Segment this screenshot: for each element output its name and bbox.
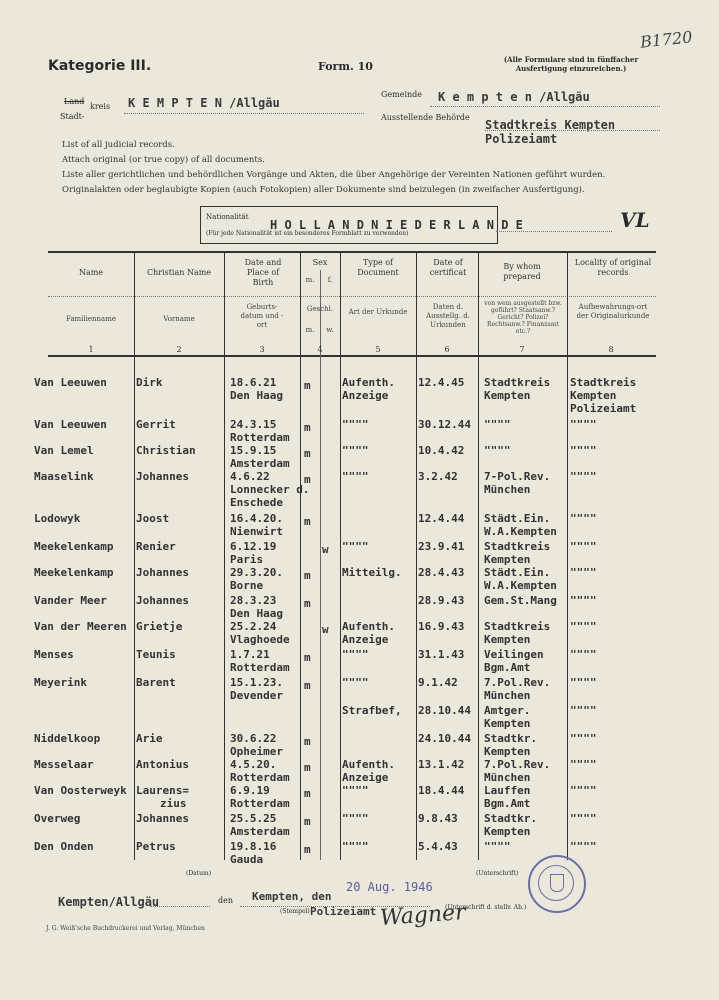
col-num: 8 (608, 345, 614, 354)
table-top-line (48, 251, 656, 253)
cell-loc: """" (570, 676, 597, 689)
cell-vorname: Arie (136, 732, 163, 745)
cell-date: 28.10.44 (418, 704, 471, 717)
cell-by2: München (484, 483, 531, 496)
cell-birth: 16.4.20. (230, 512, 283, 525)
cell-date: 28.9.43 (418, 594, 465, 607)
stempel-label: (Stempel) (280, 908, 310, 915)
header-sep (48, 296, 656, 297)
col-name-de: Familienname (65, 315, 117, 323)
col-num: 7 (519, 345, 525, 354)
cell-type2: Anzeige (342, 633, 389, 646)
cell-place: Opheimer (230, 745, 283, 758)
cell-place: Den Haag (230, 607, 283, 620)
cell-vorname: Johannes (136, 470, 189, 483)
cell-birth: 1.7.21 (230, 648, 270, 661)
cell-birth: 28.3.23 (230, 594, 277, 607)
nationality-sub: (Für jede Nationalität ist ein besonderes Formblatt zu verwenden) (206, 230, 409, 237)
nationality-value: H O L L A N D N I E D E R L A N D E (270, 218, 523, 232)
cell-by: Veilingen (484, 648, 544, 661)
cell-by2: Kempten (484, 389, 531, 402)
cell-date: 9.1.42 (418, 676, 458, 689)
official-seal (528, 855, 586, 913)
cell-name: Van Lemel (34, 444, 94, 457)
col-num: 6 (444, 345, 450, 354)
cell-name: Niddelkoop (34, 732, 101, 745)
cell-date: 13.1.42 (418, 758, 465, 771)
cell-place: Lonnecker d. (230, 483, 310, 496)
seal-shield-icon (550, 874, 564, 892)
col-num: 1 (88, 345, 94, 354)
col-by-en: By whom prepared (503, 262, 541, 281)
cell-loc: """" (570, 418, 597, 431)
cell-place: Rotterdam (230, 661, 290, 674)
cell-by2: Kempten (484, 553, 531, 566)
cell-loc: """" (570, 566, 597, 579)
cell-sex: m (304, 843, 311, 856)
col-date-en: Date of certificat (429, 258, 467, 277)
cell-by2: München (484, 771, 531, 784)
cell-by: """" (484, 418, 511, 431)
cell-name: Overweg (34, 812, 81, 825)
cell-date: 23.9.41 (418, 540, 465, 553)
cell-loc3: Polizeiamt (570, 402, 637, 415)
footer-den: den (218, 896, 234, 905)
col-sex-m2: m. (305, 326, 315, 334)
cell-by: Lauffen (484, 784, 531, 797)
cell-type: Aufenth. (342, 620, 395, 633)
cell-name: Van Leeuwen (34, 418, 107, 431)
cell-place: Nienwirt (230, 525, 283, 538)
col-num: 4 (317, 345, 323, 354)
cell-loc: """" (570, 444, 597, 457)
col-type-en: Type of Document (357, 258, 399, 277)
cell-sex: w (322, 543, 329, 556)
cell-vorname2: zius (160, 797, 187, 810)
col-loc-de: Aufbewahrungs-ort der Originalurkunde (576, 303, 650, 320)
cell-name: Meekelenkamp (34, 540, 114, 553)
col-sex-w: w. (326, 326, 334, 334)
cell-place: Amsterdam (230, 457, 290, 470)
kreis-label: kreis (90, 102, 111, 111)
cell-by: 7.Pol.Rev. (484, 758, 551, 771)
cell-date: 9.8.43 (418, 812, 458, 825)
cell-loc: """" (570, 540, 597, 553)
behoerde-value-1: Stadtkreis Kempten (485, 118, 616, 132)
cell-type: """" (342, 470, 369, 483)
date-label: (Datum) (186, 870, 212, 877)
cell-type2: Anzeige (342, 771, 389, 784)
cell-loc: """" (570, 594, 597, 607)
cell-birth: 4.6.22 (230, 470, 270, 483)
pencil-number: B1720 (639, 27, 694, 52)
instruction-line: Attach original (or true copy) of all documents. (62, 155, 265, 165)
cell-by: Stadtkreis (484, 620, 551, 633)
cell-birth: 29.3.20. (230, 566, 283, 579)
instructions (62, 138, 605, 198)
cell-name: Meyerink (34, 676, 87, 689)
cell-vorname: Laurens= (136, 784, 189, 797)
cell-loc: """" (570, 732, 597, 745)
cell-date: 10.4.42 (418, 444, 465, 457)
table-header-line (48, 355, 656, 357)
cell-vorname: Johannes (136, 812, 189, 825)
cell-birth: 24.3.15 (230, 418, 277, 431)
cell-type: """" (342, 812, 369, 825)
behoerde-label: Ausstellende Behörde (381, 113, 470, 122)
cell-vorname: Johannes (136, 594, 189, 607)
col-sex-f: f. (327, 276, 333, 284)
cell-by2: Bgm.Amt (484, 797, 531, 810)
cell-name: Den Onden (34, 840, 94, 853)
cell-name: Messelaar (34, 758, 94, 771)
nationality-mark: VL (620, 208, 650, 232)
cell-name: Van Leeuwen (34, 376, 107, 389)
copies-note: (Alle Formulare sind in fünffacher Ausfertigung einzureichen.) (503, 55, 639, 73)
cell-loc: """" (570, 512, 597, 525)
cell-type: """" (342, 840, 369, 853)
cell-loc: """" (570, 620, 597, 633)
cell-type: """" (342, 444, 369, 457)
cell-name: Menses (34, 648, 74, 661)
cell-loc: Stadtkreis (570, 376, 637, 389)
cell-by: Städt.Ein. (484, 512, 551, 525)
cell-sex: m (304, 787, 311, 800)
cell-loc: """" (570, 470, 597, 483)
cell-place: Rotterdam (230, 431, 290, 444)
cell-vorname: Dirk (136, 376, 163, 389)
instruction-line: List of all judicial records. (62, 140, 175, 150)
cell-birth: 18.6.21 (230, 376, 277, 389)
cell-by2: Kempten (484, 825, 531, 838)
cell-by2: München (484, 689, 531, 702)
printer-line: J. G. Weiß'sche Buchdruckerei und Verlag, München (46, 925, 205, 932)
cell-birth: 15.9.15 (230, 444, 277, 457)
cell-vorname: Barent (136, 676, 176, 689)
cell-birth: 6.12.19 (230, 540, 277, 553)
cell-type: Strafbef, (342, 704, 402, 717)
col-date-de: Daten d. Ausstellg. d. Urkunden (426, 303, 470, 329)
cell-by2: Kempten (484, 717, 531, 730)
cell-by2: Kempten (484, 745, 531, 758)
col-by-de: von wem ausgestellt bzw. geführt? Staatsanw.? Gericht? Polizei? Rechtsanw.? Finanzamt etc.? (484, 300, 562, 335)
col-sex-m: m. (305, 276, 315, 284)
cell-place2: Enschede (230, 496, 283, 509)
cell-by: Gem.St.Mang (484, 594, 557, 607)
cell-vorname: Grietje (136, 620, 183, 633)
cell-date: 30.12.44 (418, 418, 471, 431)
cell-by: Stadtkr. (484, 812, 537, 825)
cell-name: Meekelenkamp (34, 566, 114, 579)
stadt-label: Stadt- (60, 112, 85, 121)
cell-name: Maaselink (34, 470, 94, 483)
cell-by2: Bgm.Amt (484, 661, 531, 674)
cell-name: Vander Meer (34, 594, 107, 607)
cell-by: """" (484, 444, 511, 457)
cell-vorname: Christian (136, 444, 196, 457)
cell-by: Stadtkreis (484, 540, 551, 553)
cell-sex: m (304, 379, 311, 392)
col-vorname-de: Vorname (163, 315, 195, 323)
cell-by2: W.A.Kempten (484, 579, 557, 592)
cell-place: Rotterdam (230, 771, 290, 784)
cell-name: Van der Meeren (34, 620, 127, 633)
cell-by2: Kempten (484, 633, 531, 646)
cell-type: Aufenth. (342, 758, 395, 771)
col-num: 2 (176, 345, 182, 354)
cell-loc2: Kempten (570, 389, 617, 402)
cell-place: Devender (230, 689, 283, 702)
cell-sex: m (304, 421, 311, 434)
cell-loc: """" (570, 758, 597, 771)
cell-loc: """" (570, 784, 597, 797)
col-num: 3 (259, 345, 265, 354)
cell-place: Gauda (230, 853, 264, 866)
cell-place: Vlaghoede (230, 633, 290, 646)
cell-date: 5.4.43 (418, 840, 458, 853)
cell-sex: m (304, 515, 311, 528)
cell-loc: """" (570, 704, 597, 717)
cell-vorname: Joost (136, 512, 170, 525)
col-sex-en: Sex (312, 258, 328, 267)
cell-by: 7-Pol.Rev. (484, 470, 551, 483)
date-stamp: 20 Aug. 1946 (346, 880, 433, 894)
cell-place: Den Haag (230, 389, 283, 402)
cell-by: Amtger. (484, 704, 531, 717)
signature: Wagner (379, 900, 467, 931)
col-name-en: Name (78, 268, 104, 277)
signature-label: (Unterschrift d. stellv. Ab.) (445, 904, 527, 911)
cell-sex: w (322, 623, 329, 636)
signature-label-top: (Unterschrift) (476, 870, 519, 877)
cell-date: 16.9.43 (418, 620, 465, 633)
cell-birth: 19.8.16 (230, 840, 277, 853)
instruction-line: Originalakten oder beglaubigte Kopien (auch Fotokopien) aller Dokumente sind beizulegen (in zweifacher Ausfertigung). (62, 185, 585, 195)
nationality-label: Nationalität (206, 213, 249, 221)
col-vorname-en: Christian Name (146, 268, 212, 277)
cell-by: Stadtkreis (484, 376, 551, 389)
cell-place: Borne (230, 579, 264, 592)
col-num: 5 (375, 345, 381, 354)
cell-sex: m (304, 651, 311, 664)
category-title: Kategorie III. (48, 58, 152, 74)
col-birth-en: Date and Place of Birth (244, 258, 282, 287)
cell-birth: 6.9.19 (230, 784, 270, 797)
cell-type2: Anzeige (342, 389, 389, 402)
land-label: Land (64, 97, 85, 106)
cell-date: 12.4.45 (418, 376, 465, 389)
gemeinde-label: Gemeinde (381, 90, 423, 99)
cell-sex: m (304, 473, 311, 486)
cell-place: Amsterdam (230, 825, 290, 838)
cell-vorname: Gerrit (136, 418, 176, 431)
cell-date: 18.4.44 (418, 784, 465, 797)
cell-date: 28.4.43 (418, 566, 465, 579)
cell-type: """" (342, 676, 369, 689)
cell-type: """" (342, 540, 369, 553)
behoerde-value-2: Polizeiamt (485, 132, 558, 146)
col-loc-en: Locality of original records (574, 258, 652, 277)
cell-vorname: Petrus (136, 840, 176, 853)
cell-sex: m (304, 735, 311, 748)
col-type-de: Art der Urkunde (348, 308, 408, 316)
cell-type: Mitteilg. (342, 566, 402, 579)
cell-by: """" (484, 840, 511, 853)
cell-name: Van Oosterweyk (34, 784, 127, 797)
gemeinde-value: K e m p t e n /Allgäu (438, 90, 590, 104)
cell-loc: """" (570, 840, 597, 853)
cell-birth: 30.6.22 (230, 732, 277, 745)
cell-date: 3.2.42 (418, 470, 458, 483)
cell-birth: 4.5.20. (230, 758, 277, 771)
cell-sex: m (304, 569, 311, 582)
cell-place: Rotterdam (230, 797, 290, 810)
cell-birth: 25.2.24 (230, 620, 277, 633)
footer-police: Polizeiamt (310, 905, 377, 918)
cell-type: Aufenth. (342, 376, 395, 389)
cell-vorname: Johannes (136, 566, 189, 579)
footer-date-typed: Kempten, den (252, 890, 332, 903)
cell-by2: W.A.Kempten (484, 525, 557, 538)
cell-name: Lodowyk (34, 512, 81, 525)
cell-birth: 15.1.23. (230, 676, 283, 689)
cell-sex: m (304, 679, 311, 692)
cell-vorname: Antonius (136, 758, 189, 771)
cell-sex: m (304, 447, 311, 460)
col-birth-de: Geburts-datum und -ort (240, 303, 284, 329)
cell-type: """" (342, 648, 369, 661)
col-sex-de: Geschl. (306, 305, 334, 313)
cell-type: """" (342, 784, 369, 797)
cell-birth: 25.5.25 (230, 812, 277, 825)
cell-date: 24.10.44 (418, 732, 471, 745)
cell-by: Städt.Ein. (484, 566, 551, 579)
form-number: Form. 10 (318, 60, 373, 73)
cell-sex: m (304, 597, 311, 610)
cell-date: 12.4.44 (418, 512, 465, 525)
cell-type: """" (342, 418, 369, 431)
cell-date: 31.1.43 (418, 648, 465, 661)
cell-sex: m (304, 815, 311, 828)
cell-place: Paris (230, 553, 264, 566)
cell-loc: """" (570, 648, 597, 661)
kreis-value: K E M P T E N /Allgäu (128, 96, 280, 110)
cell-vorname: Renier (136, 540, 176, 553)
instruction-line: Liste aller gerichtlichen und behördlichen Vorgänge und Akten, die über Angehörige der Vereinten Nationen geführt wurden. (62, 170, 606, 180)
cell-sex: m (304, 761, 311, 774)
cell-vorname: Teunis (136, 648, 176, 661)
footer-place: Kempten/Allgäu (58, 895, 160, 909)
cell-by: 7.Pol.Rev. (484, 676, 551, 689)
cell-by: Stadtkr. (484, 732, 537, 745)
cell-loc: """" (570, 812, 597, 825)
